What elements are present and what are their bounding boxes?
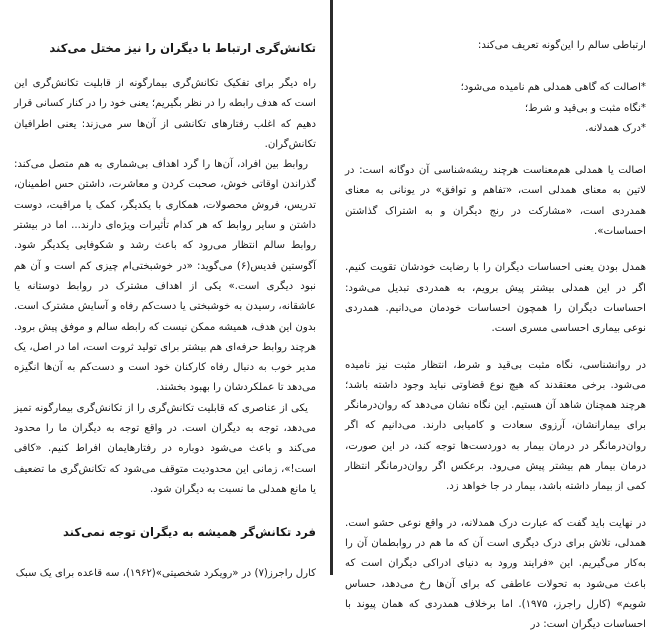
bullet-list [345,78,646,139]
left-paragraph-4: کارل راجرز(۷) در «رویکرد شخصیتی»(۱۹۶۲)، سه قاعده برای یک سبک [15,568,316,580]
right-paragraph-3: در روانشناسی، نگاه مثبت بی‌قید و شرط، انتظار مثبت نیز نامیده می‌شود. برخی معتقدند که هیچ نوع قضاوتی نباید وجود داشته باشد؛ هرچند همچنان شاهد آن هستیم. این نگاه نشان می‌دهد که روان‌درمانگر برای بیمارانشان، آرزوی سعادت و کامیابی دارند. می‌دانیم که اگر روان‌درمانگر در درمان بیمار به دوردست‌ها توجه کند، در این صورت، درمان بیمار هم بیشتر پیش می‌رود. برعکس اگر روان‌درمانگر انتظار کمی از بیمار داشته باشد، بیمار در جا خواهد زد. [345,359,646,493]
right-page [333,0,662,631]
right-paragraph-1: اصالت یا همدلی هم‌معنا‌ست هرچند ریشه‌شناسی آن دوگانه است: در لاتین به معنای همدلی است، «تفاهم و توافق» در یونانی به معنای همدردی است، «مشارکت در رنج دیگران و به اشتراک گذاشتن احساسات». [345,165,646,238]
left-paragraph-1: راه دیگر برای تفکیک تکانش‌گری بیمارگونه از قابلیت تکانش‌گری این است که هدف رابطه را در نظر بگیریم؛ یعنی خود را در کنار کسانی قرار دهیم که اغلب رفتارهای تکانشی از آن‌ها سر می‌زند: یعنی اطرافیان تکانش‌گران. [14,78,316,150]
right-intro-line: ارتباطی سالم را این‌گونه تعریف می‌کند: [477,40,646,51]
right-paragraph-2: همدل بودن یعنی احساسات دیگران را با رضایت خودشان تقویت کنیم. اگر در این همدلی بیشتر پیش برویم، به همدردی تبدیل می‌شود: احساسات دیگران را همچون احساسات خودمان می‌دانیم. همدردی نوعی بیماری احساسی مسری است. [345,262,646,335]
section-heading-impulsive-person: فرد تکانش‌گر همیشه به دیگران توجه نمی‌کند [62,525,316,540]
bullet-item: *اصالت که گاهی همدلی هم نامیده می‌شود؛ [460,82,646,94]
left-paragraph-2: روابط بین افراد، آن‌ها را گرد اهداف بی‌شماری به هم متصل می‌کند: گذراندن اوقاتی خوش، صحبت کردن و معاشرت، داشتن حس اطمینان، تدریس، فروش محصولات، همکاری با یکدیگر، کمک یا مراقبت، دوست داشتن و سایر روابط که هر کدام تأثیرات ویژه‌ای دارند... اما در بیشتر روابط سالم انتظار می‌رود که باعث رشد و شکوفایی یکدیگر شود. آگوستین قدیس(۶) می‌گوید: «در خوشبختی‌ام چیزی کم است و آن هم نبود دیگری است.» یکی از اهداف مشترک در روابط دوستانه یا عاشقانه، رسیدن به خوشبختی یا دست‌کم رفاه و آسایش مشترک است. بدون این هدف، همیشه ممکن نیست که رابطه سالم و موفق پیش برود. هرچند روابط حرفه‌ای هم بیشتر برای تولید ثروت است، اما در اصل، یک مدیر خوب به دنبال رفاه کارکنان خود است و دست‌کم به آن‌ها انگیزه می‌دهد تا عملکردشان را بهبود بخشند. [14,159,316,394]
section-heading-impulsivity-relationships: تکانش‌گری ارتباط با دیگران را نیز مختل می‌کند [49,41,316,55]
left-paragraph-3: یکی از عناصری که قابلیت تکانش‌گری را از تکانش‌گری بیمارگونه تمیز می‌دهد، توجه به دیگران است. در واقع توجه به دیگران ما را محدود می‌کند و باعث می‌شود دوباره در رفتارهایمان افراط کنیم. «کافی است!»، زمانی این محدودیت متوقف می‌شود که تکانش‌گری ما تضعیف یا مانع همدلی ما نسبت به دیگران شود. [14,402,316,495]
right-paragraph-4: در نهایت باید گفت که عبارت درک همدلانه، در واقع نوعی حشو است. همدلی، تلاش برای درک دیگری است آن که ما هم در روابطمان آن را به‌کار می‌گیریم. این «فرایند ورود به دنیای ادراکی دیگران است که باعث می‌شود به تحولات عاطفی که برای آن‌ها رخ می‌دهد، حساس شویم» (کارل راجرز، ۱۹۷۵). اما برخلاف همدردی که همان پیوند با احساسات دیگران است: در [345,517,646,631]
bullet-item: *نگاه مثبت و بی‌قید و شرط؛ [524,102,646,114]
bullet-item: *درک همدلانه. [585,122,646,134]
left-page [0,0,330,580]
